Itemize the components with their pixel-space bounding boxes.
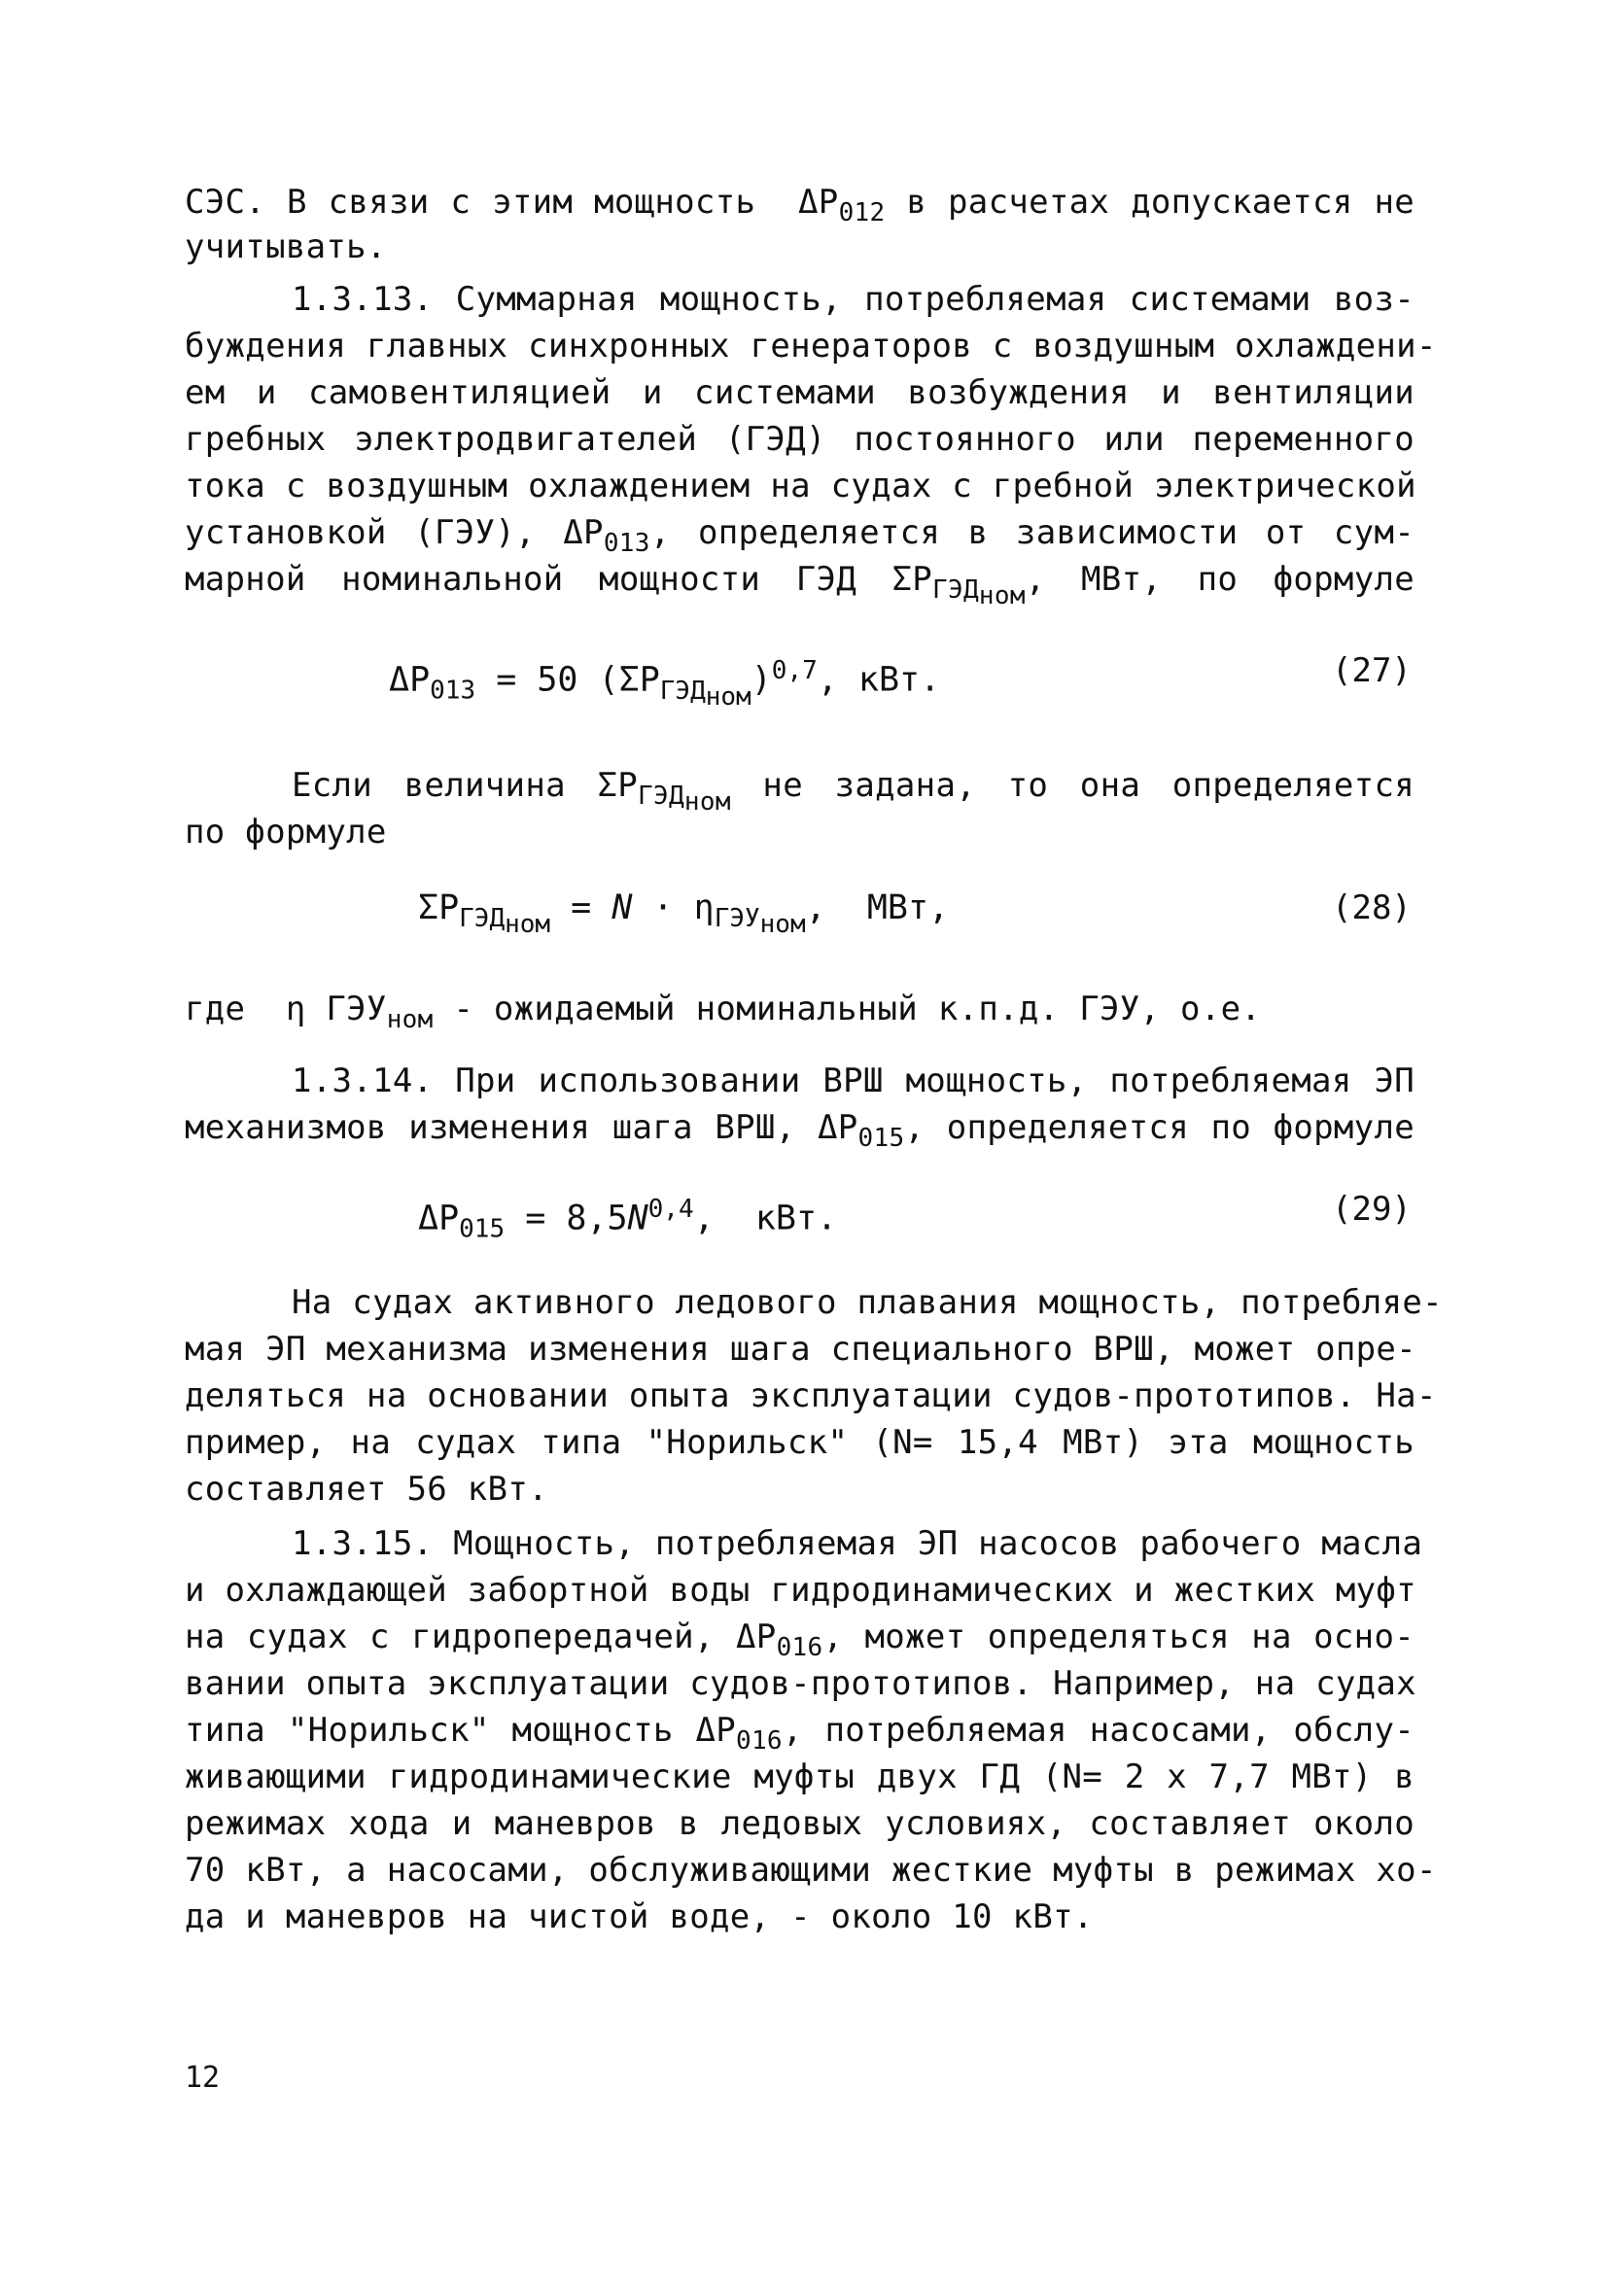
text-line: составляет 56 кВт. [185,1470,548,1509]
text-line: по формуле [185,813,387,852]
text-line: Если величина $\Sigma P_{ГЭД_{ном}}$ не задана, то она определяется [292,766,1415,817]
text-line: пример, на судах типа "Норильск" (N= 15,4 МВт) эта мощность [185,1423,1415,1462]
equation-number: (28) [1332,888,1412,927]
text-line: 1.3.13. Суммарная мощность, потребляемая системами воз- [292,280,1415,319]
equation-28: $\Sigma P_{ГЭД_{ном}} = N \cdot \eta_{ГЭУ_{ном}}$, МВт, [418,888,950,940]
text-line: 1.3.15. Мощность, потребляемая ЭП насосов рабочего масла [292,1524,1423,1563]
text-line: и охлаждающей забортной воды гидродинамических и жестких муфт [185,1571,1416,1610]
equation-29: $\Delta P_{015} = 8,5N^{0,4}$, кВт. [418,1195,838,1244]
text-line: гребных электродвигателей (ГЭД) постоянного или переменного [185,420,1415,459]
text-line: СЭС. В связи с этим мощность $\Delta P_{012}$ в расчетах допускается не [185,183,1415,227]
text-line: буждения главных синхронных генераторов с воздушным охлаждени- [185,327,1437,365]
text-line: где η $ГЭУ_{ном}$ - ожидаемый номинальный к.п.д. ГЭУ, о.е. [185,990,1262,1034]
text-line: типа "Норильск" мощность $\Delta P_{016}$, потребляемая насосами, обслу- [185,1711,1415,1756]
text-line: на судах с гидропередачей, $\Delta P_{016}$, может определяться на осно- [185,1618,1415,1662]
text-line: режимах хода и маневров в ледовых условиях, составляет около [185,1804,1415,1843]
text-line: марной номинальной мощности ГЭД $\Sigma P_{ГЭД_{ном}}$, МВт, по формуле [185,560,1415,610]
equation-number: (27) [1332,651,1412,690]
text-line: учитывать. [185,227,387,266]
text-line: На судах активного ледового плавания мощность, потребляе- [292,1283,1443,1322]
text-line: тока с воздушным охлаждением на судах с гребной электрической [185,467,1416,505]
text-line: да и маневров на чистой воде, - около 10 кВт. [185,1897,1094,1936]
text-line: вании опыта эксплуатации судов-прототипов. Например, на судах [185,1664,1416,1703]
page-number: 12 [185,2061,221,2095]
text-line: механизмов изменения шага ВРШ, $\Delta P_{015}$, определяется по формуле [185,1108,1415,1153]
text-line: живающими гидродинамические муфты двух ГД (N= 2 x 7,7 МВт) в [185,1757,1415,1796]
text-line: ем и самовентиляцией и системами возбуждения и вентиляции [185,373,1415,412]
equation-27: $\Delta P_{013} = 50$ $(\Sigma P_{ГЭД_{ном}})^{0,7}$, кВт. [389,656,941,712]
text-line: деляться на основании опыта эксплуатации судов-прототипов. На- [185,1376,1437,1415]
text-line: 70 кВт, а насосами, обслуживающими жесткие муфты в режимах хо- [185,1851,1437,1890]
text-line: установкой (ГЭУ), $\Delta P_{013}$, определяется в зависимости от сум- [185,513,1415,558]
text-line: мая ЭП механизма изменения шага специального ВРШ, может опре- [185,1330,1416,1369]
text-line: 1.3.14. При использовании ВРШ мощность, потребляемая ЭП [292,1061,1415,1100]
equation-number: (29) [1332,1190,1412,1229]
